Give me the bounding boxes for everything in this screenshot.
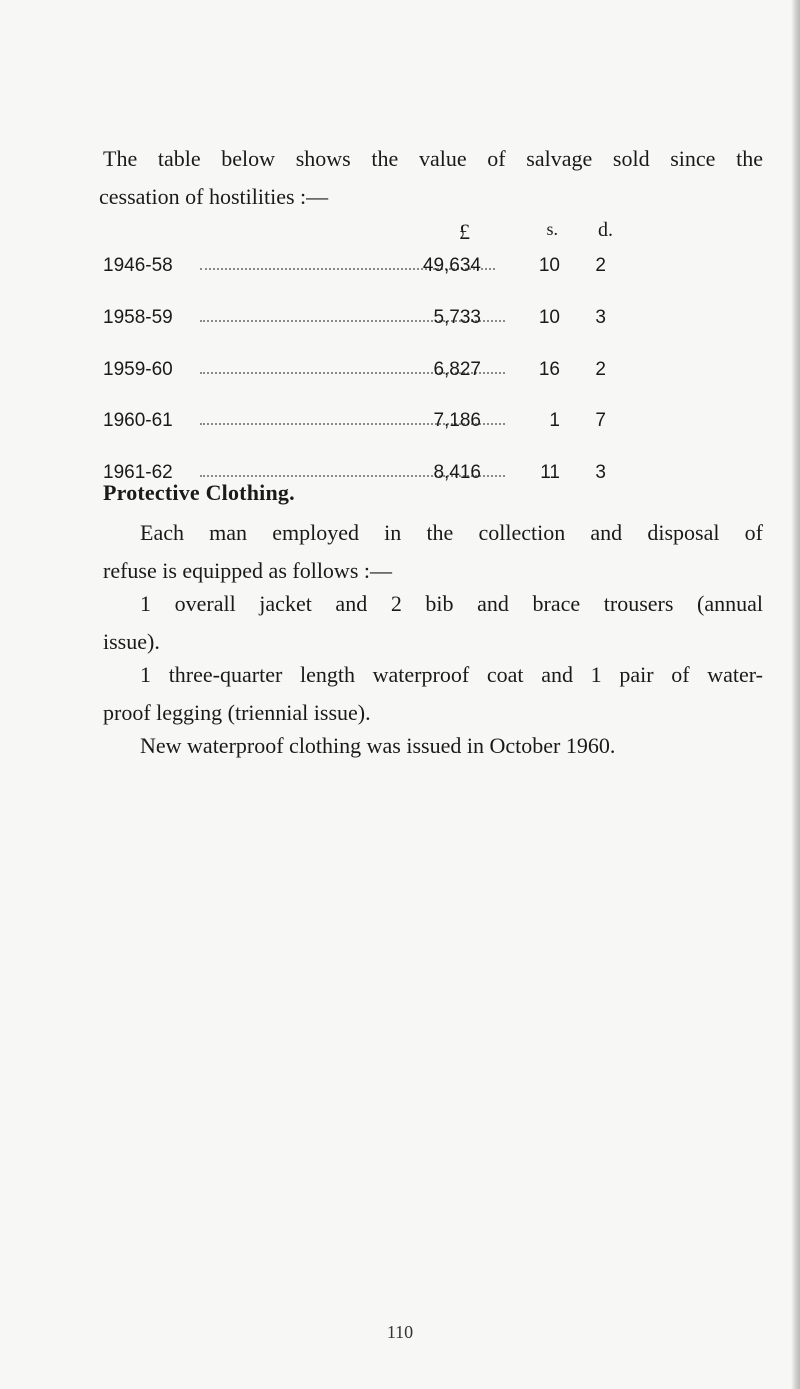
row-shillings: 16 xyxy=(538,359,560,380)
row-year: 1959-60 xyxy=(103,359,173,380)
paragraph-line: proof legging (triennial issue). xyxy=(103,700,371,725)
table-row xyxy=(0,307,800,337)
row-pounds: 8,416 xyxy=(433,462,481,483)
paragraph-triennial-issue xyxy=(103,656,763,732)
row-year: 1960-61 xyxy=(103,410,173,431)
section-heading: Protective Clothing. xyxy=(103,480,295,505)
row-shillings: 10 xyxy=(538,255,560,276)
row-pence: 7 xyxy=(595,410,606,431)
table-row xyxy=(0,255,800,285)
paragraph-new-clothing: New waterproof clothing was issued in October 1960. xyxy=(140,733,616,758)
header-pounds: £ xyxy=(459,219,470,244)
paragraph-line: 1 overall jacket and 2 bib and brace trousers (annual xyxy=(140,591,763,616)
intro-paragraph xyxy=(99,140,763,216)
intro-line-1: The table below shows the value of salvage sold since the xyxy=(103,146,763,171)
row-shillings: 11 xyxy=(540,462,560,483)
paragraph-equipment xyxy=(103,514,763,590)
row-pence: 3 xyxy=(595,462,606,483)
row-year: 1961-62 xyxy=(103,462,173,483)
row-year: 1958-59 xyxy=(103,307,173,328)
paragraph-line: refuse is equipped as follows :— xyxy=(103,558,392,583)
paragraph-annual-issue xyxy=(103,585,763,661)
row-pounds: 5,733 xyxy=(433,307,481,328)
header-shillings: s. xyxy=(546,219,558,239)
row-pounds: 7,186 xyxy=(433,410,481,431)
row-pence: 2 xyxy=(595,255,606,276)
row-pence: 2 xyxy=(595,359,606,380)
intro-line-2: cessation of hostilities :— xyxy=(99,184,329,209)
row-shillings: 10 xyxy=(538,307,560,328)
row-year: 1946-58 xyxy=(103,255,173,276)
paragraph-line: 1 three-quarter length waterproof coat and 1 pair of water- xyxy=(140,662,763,687)
table-header xyxy=(0,219,800,249)
row-shillings: 1 xyxy=(549,410,560,431)
row-pounds: 6,827 xyxy=(433,359,481,380)
row-pence: 3 xyxy=(595,307,606,328)
table-row xyxy=(0,410,800,440)
paragraph-line: Each man employed in the collection and disposal of xyxy=(140,520,763,545)
paragraph-line: issue). xyxy=(103,629,160,654)
row-pounds: 49,634 xyxy=(422,255,481,276)
scan-edge-shadow xyxy=(791,0,800,1389)
page-number: 110 xyxy=(386,1322,414,1342)
table-row xyxy=(0,359,800,389)
header-pence: d. xyxy=(598,219,613,241)
